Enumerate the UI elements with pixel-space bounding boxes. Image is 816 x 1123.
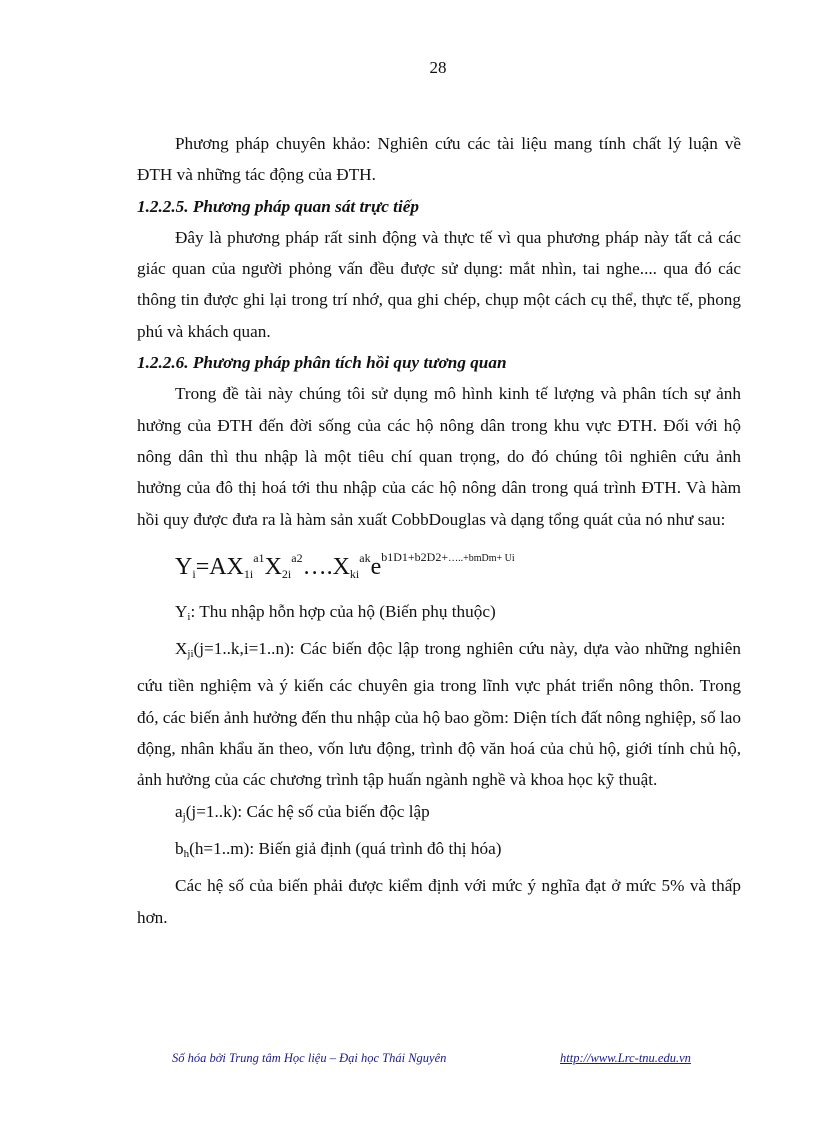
formula-xk-sub: ki	[349, 566, 360, 581]
formula-y-sub: i	[192, 566, 196, 581]
definition-bh-sub: h	[183, 847, 190, 860]
formula-exponent-b: …..+bmDm+ Ui	[448, 552, 515, 564]
definition-bh-symbol: b	[175, 838, 184, 858]
formula-y: Y	[175, 553, 193, 580]
formula-x1-sup: a1	[253, 550, 265, 565]
document-body	[137, 128, 741, 933]
cobb-douglas-formula	[137, 535, 741, 596]
definition-xji-text: (j=1..k,i=1..n): Các biến độc lập trong nghiên cứu này, dựa vào những nghiên cứu tiền nghiệm và ý kiến các chuyên gia trong lĩnh vực phát triển nông thôn. Trong đó, các biến ảnh hưởng đến thu nhập của hộ bao gồm: Diện tích đất nông nghiệp, số lao động, nhân khẩu ăn theo, vốn lưu động, trình độ văn hoá của chủ hộ, giới tính chủ hộ, ảnh hưởng của các chương trình tập huấn ngành nghề và khoa học kỹ thuật.	[137, 639, 741, 790]
formula-e: e	[370, 553, 382, 580]
formula-x1-sub: 1i	[243, 566, 254, 581]
heading-regression-analysis: 1.2.2.6. Phương pháp phân tích hồi quy tương quan	[137, 353, 507, 373]
definition-yi	[137, 596, 741, 633]
definition-xji-symbol: X	[175, 639, 188, 659]
definition-aj-text: (j=1..k): Các hệ số của biến độc lập	[185, 801, 430, 821]
paragraph-specialist-method: Phương pháp chuyên khảo: Nghiên cứu các tài liệu mang tính chất lý luận về ĐTH và những tác động của ĐTH.	[137, 134, 741, 185]
footer-digitized-by: Số hóa bởi Trung tâm Học liệu – Đại học Thái Nguyên	[172, 1051, 447, 1065]
formula-xk-sup: ak	[359, 550, 371, 565]
formula-x2: X	[264, 553, 282, 580]
formula-dots: ….X	[302, 553, 350, 580]
definition-aj	[137, 796, 741, 833]
formula-exponent-a: b1D1+b2D2+	[381, 549, 449, 564]
definition-yi-symbol: Y	[175, 601, 188, 621]
definition-bh-text: (h=1..m): Biến giả định (quá trình đô thị hóa)	[189, 838, 502, 858]
definition-bh	[137, 833, 741, 870]
page-number: 28	[429, 58, 447, 77]
heading-direct-observation: 1.2.2.5. Phương pháp quan sát trực tiếp	[137, 196, 419, 216]
formula-eq: =AX	[195, 553, 244, 580]
definition-yi-sub: i	[187, 610, 191, 623]
definition-aj-sub: j	[182, 810, 186, 823]
footer-website-link[interactable]: http://www.Lrc-tnu.edu.vn	[560, 1051, 691, 1065]
paragraph-significance-test: Các hệ số của biến phải được kiểm định với mức ý nghĩa đạt ở mức 5% và thấp hơn.	[137, 876, 741, 927]
definition-aj-symbol: a	[175, 801, 183, 821]
definition-xji-sub: ji	[187, 648, 194, 661]
paragraph-direct-observation: Đây là phương pháp rất sinh động và thực tế vì qua phương pháp này tất cả các giác quan của người phỏng vấn đều được sử dụng: mắt nhìn, tai nghe.... qua đó các thông tin được ghi lại trong trí nhớ, qua ghi chép, chụp một cách cụ thể, thực tế, phong phú và khách quan.	[137, 227, 741, 341]
definition-yi-text: : Thu nhập hỗn hợp của hộ (Biến phụ thuộc)	[190, 601, 496, 621]
paragraph-regression-analysis: Trong đề tài này chúng tôi sử dụng mô hình kinh tế lượng và phân tích sự ảnh hưởng của ĐTH đến đời sống của các hộ nông dân trong khu vực ĐTH. Đối với hộ nông dân thì thu nhập là một tiêu chí quan trọng, do đó chúng tôi nghiên cứu ảnh hưởng của đô thị hoá tới thu nhập của các hộ nông dân trong quá trình ĐTH. Và hàm hồi quy được đưa ra là hàm sản xuất CobbDouglas và dạng tổng quát của nó như sau:	[137, 384, 741, 529]
definition-xji	[137, 633, 741, 795]
formula-x2-sup: a2	[291, 550, 303, 565]
formula-x2-sub: 2i	[281, 566, 292, 581]
